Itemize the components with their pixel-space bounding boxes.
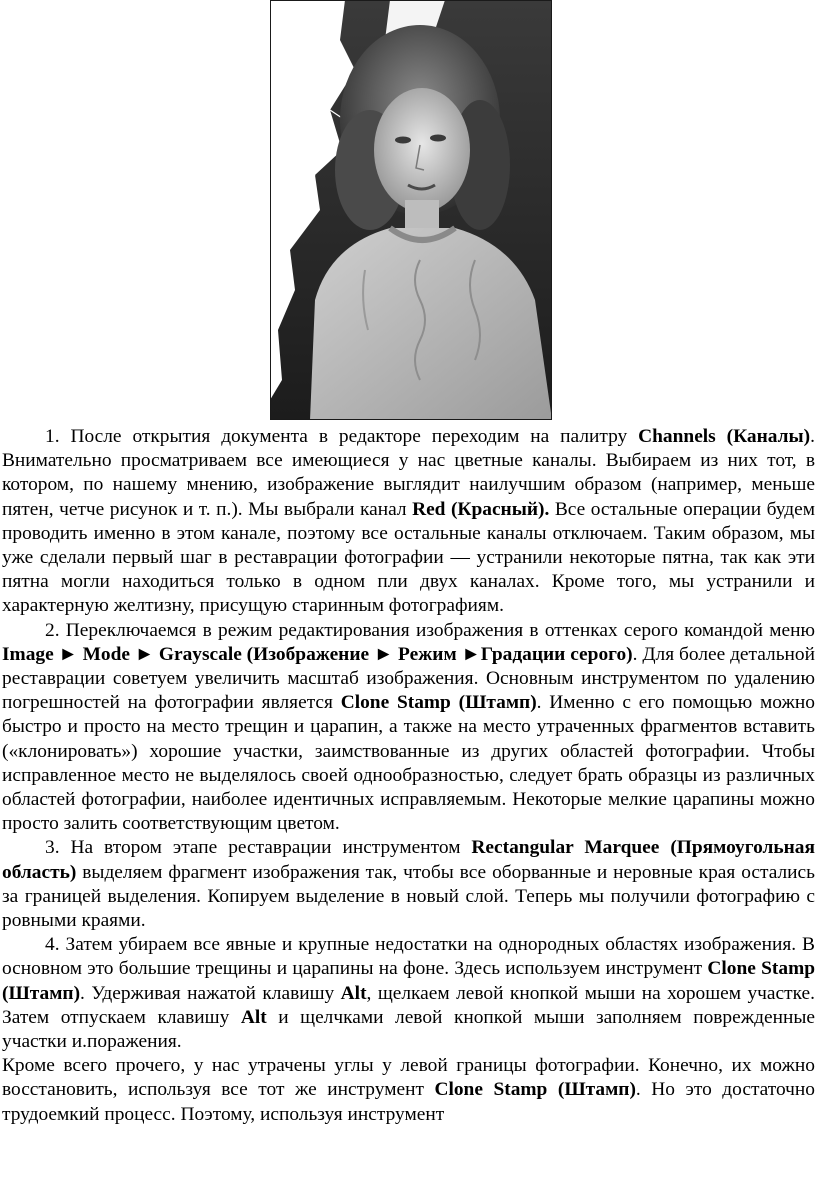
bold-term: Clone Stamp (Штамп) — [340, 692, 537, 714]
paragraph-text: На втором этапе реставрации инструментом — [59, 837, 472, 859]
bold-term: Red (Красный). — [412, 498, 550, 520]
paragraph-text: Кроме всего прочего, у нас утрачены углы у левой границы фотографии. Конечно, их можно восстановить, используя все тот же инструмент — [2, 1055, 815, 1101]
paragraph-text: После открытия документа в редакторе переходим на палитру — [59, 426, 639, 447]
bold-term: Image ► Mode ► Grayscale (Изображение ► Режим ►Градации серого) — [2, 643, 633, 665]
bold-term: Alt — [240, 1006, 267, 1028]
vintage-portrait-photo — [270, 0, 552, 420]
paragraph-text: . Но это достаточно трудоемкий процесс. Поэтому, используя инструмент — [2, 1079, 816, 1125]
bold-term: Rectangular Marquee (Прямоугольная область) — [2, 837, 815, 883]
restored-portrait-photo-icon — [270, 0, 552, 420]
bold-term: Channels (Каналы) — [638, 426, 811, 447]
paragraph-text: Затем убираем все явные и крупные недостатки на однородных областях изображения. В основном это большие трещины и царапины на фоне. Здесь используем инструмент — [2, 934, 815, 980]
article-body — [2, 425, 815, 1127]
step-number: 3. — [45, 837, 60, 859]
paragraph-step-4 — [2, 933, 815, 1054]
step-number: 2. — [45, 619, 60, 641]
paragraph-text: Переключаемся в режим редактирования изображения в оттенках серого командой меню — [59, 619, 815, 641]
paragraph-continuation — [2, 1054, 815, 1127]
paragraph-text: Все остальные операции будем проводить именно в этом канале, поэтому все остальные каналы отключаем. Таким образом, мы уже сделали первый шаг в реставрации фотографии — устранили некоторые пятна, так как эти пятна могли находиться только в одном пли двух каналах. Кроме того, мы устранили и характерную желтизну, присущую старинным фотографиям. — [2, 498, 815, 617]
bold-term: Clone Stamp (Штамп) — [2, 958, 815, 1004]
paragraph-text: . Внимательно просматриваем все имеющиеся у нас цветные каналы. Выбираем из них тот, в котором, по нашему мнению, изображение выглядит наилучшим образом (например, меньше пятен, четче рисунок и т. п.). Мы выбрали канал — [2, 426, 815, 520]
bold-term: Clone Stamp (Штамп) — [434, 1079, 636, 1101]
paragraph-text: . Для более детальной реставрации советуем увеличить масштаб изображения. Основным инструментом по удалению погрешностей на фотографии является — [2, 643, 815, 714]
step-number: 4. — [45, 934, 60, 956]
paragraph-text: . Именно с его помощью можно быстро и просто на место трещин и царапин, а также на место утраченных фрагментов вставить («клонировать») хорошие участки, заимствованные из других областей фотографии. Чтобы исправленное место не выделялось своей однообразностью, следует брать образцы из различных областей фотографии, наиболее идентичных исправляемым. Некоторые мелкие царапины можно просто залить соответствующим цветом. — [2, 692, 815, 835]
paragraph-step-3 — [2, 836, 815, 933]
paragraph-text: , щелкаем левой кнопкой мыши на хорошем участке. Затем отпускаем клавишу — [2, 982, 815, 1028]
paragraph-text: . Удерживая нажатой клавишу — [80, 982, 341, 1004]
bold-term: Alt — [340, 982, 367, 1004]
paragraph-text: выделяем фрагмент изображения так, чтобы все оборванные и неровные края остались за границей выделения. Копируем выделение в новый слой. Теперь мы получили фотографию с ровными краями. — [2, 861, 815, 932]
step-number: 1. — [45, 426, 60, 447]
paragraph-step-1 — [2, 425, 815, 619]
paragraph-step-2 — [2, 619, 815, 837]
paragraph-text: и щелчками левой кнопкой мыши заполняем поврежденные участки и.поражения. — [2, 1006, 815, 1053]
